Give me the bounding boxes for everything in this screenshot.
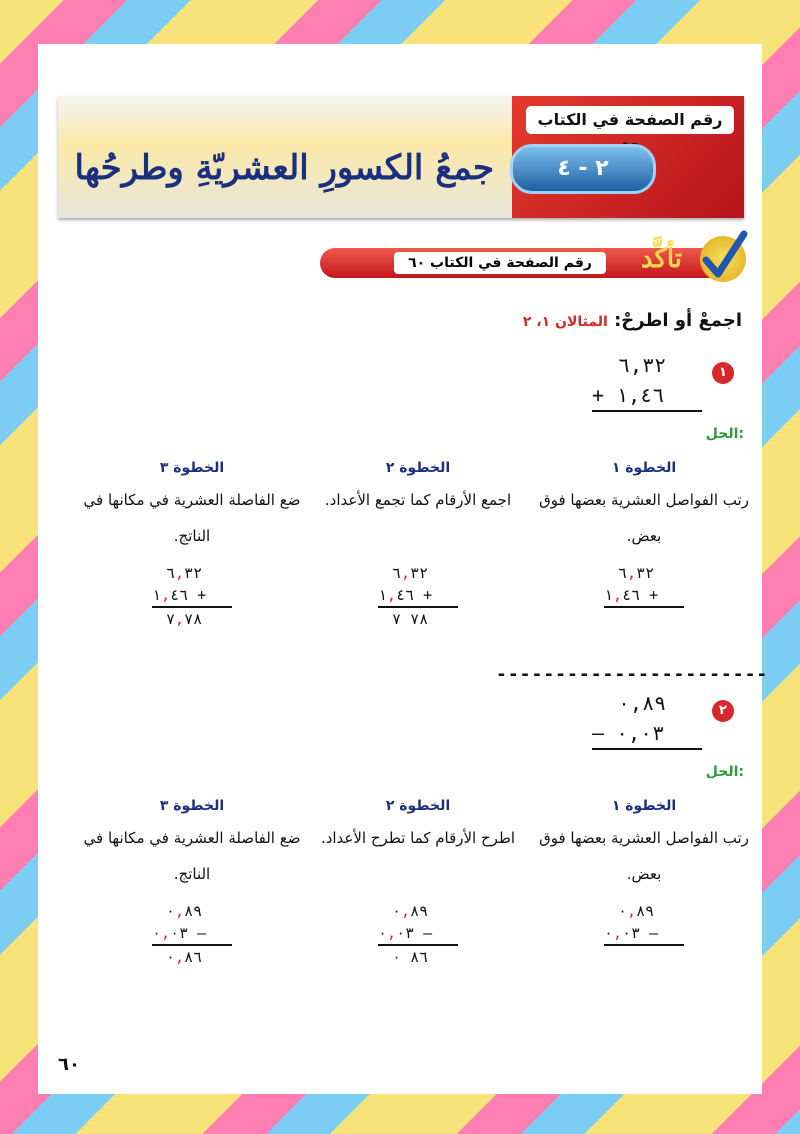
step-title: الخطوة ٢ bbox=[385, 460, 451, 476]
problem-2 bbox=[592, 688, 702, 750]
checkmark-icon bbox=[700, 236, 746, 282]
separator-line: ----------------------- bbox=[496, 664, 769, 685]
lesson-title: جمعُ الكسورِ العشريّةِ وطرحُها bbox=[74, 148, 494, 188]
step-calc: ٠,٨٩ – ٠,٠٣ ٠ ٨٦ bbox=[378, 900, 458, 968]
book-page-reference: رقم الصفحة في الكتاب bbox=[526, 106, 734, 134]
problem-1-step-1 bbox=[534, 454, 754, 608]
step-title: الخطوة ٣ bbox=[159, 798, 225, 814]
problem-2-badge: ٢ bbox=[712, 700, 734, 722]
step-title: الخطوة ٢ bbox=[385, 798, 451, 814]
step-text: رتب الفواصل العشرية بعضها فوق بعض. bbox=[539, 491, 749, 545]
problem-2-step-2 bbox=[308, 792, 528, 968]
step-calc: ٠,٨٩ – ٠,٠٣ bbox=[604, 900, 684, 946]
problem-2-top: ٠,٨٩ bbox=[618, 691, 667, 715]
step-title: الخطوة ١ bbox=[611, 798, 677, 814]
step-calc: ٦,٣٢ + ١,٤٦ bbox=[604, 562, 684, 608]
examples-reference: المثالان ١، ٢ bbox=[522, 314, 608, 330]
check-page-reference: رقم الصفحة في الكتاب ٦٠ bbox=[394, 252, 606, 274]
step-title: الخطوة ١ bbox=[611, 460, 677, 476]
problem-1-step-3 bbox=[82, 454, 302, 630]
problem-1-step-2 bbox=[308, 454, 528, 630]
step-title: الخطوة ٣ bbox=[159, 460, 225, 476]
problem-1-top: ٦,٣٢ bbox=[618, 353, 667, 377]
problem-1-bottom: + ١,٤٦ bbox=[592, 380, 702, 412]
solution-label-1: الحل: bbox=[705, 426, 744, 442]
problem-2-step-1 bbox=[534, 792, 754, 946]
step-calc: ٠,٨٩ – ٠,٠٣ ٠,٨٦ bbox=[152, 900, 232, 968]
banner-red-panel bbox=[512, 96, 744, 218]
instruction bbox=[523, 310, 742, 331]
step-calc: ٦,٣٢ + ١,٤٦ ٧ ٧٨ bbox=[378, 562, 458, 630]
instruction-text: اجمعْ أو اطرحْ: bbox=[614, 310, 742, 331]
check-section-bar bbox=[320, 244, 738, 278]
problem-1-badge: ١ bbox=[712, 362, 734, 384]
step-text: اطرح الأرقام كما تطرح الأعداد. bbox=[320, 829, 516, 847]
step-text: ضع الفاصلة العشرية في مكانها في الناتج. bbox=[83, 829, 301, 883]
problem-2-bottom: – ٠,٠٣ bbox=[592, 718, 702, 750]
lesson-number-badge: ٢ - ٤ bbox=[510, 144, 656, 194]
page-number: ٦٠ bbox=[58, 1054, 80, 1075]
problem-2-step-3 bbox=[82, 792, 302, 968]
problem-1 bbox=[592, 350, 702, 412]
step-calc: ٦,٣٢ + ١,٤٦ ٧,٧٨ bbox=[152, 562, 232, 630]
step-text: ضع الفاصلة العشرية في مكانها في الناتج. bbox=[83, 491, 301, 545]
check-label: تأكَّد bbox=[640, 244, 682, 274]
step-text: رتب الفواصل العشرية بعضها فوق بعض. bbox=[539, 829, 749, 883]
lesson-banner bbox=[58, 96, 744, 218]
step-text: اجمع الأرقام كما تجمع الأعداد. bbox=[324, 491, 512, 509]
solution-label-2: الحل: bbox=[705, 764, 744, 780]
worksheet-page bbox=[38, 44, 769, 1094]
